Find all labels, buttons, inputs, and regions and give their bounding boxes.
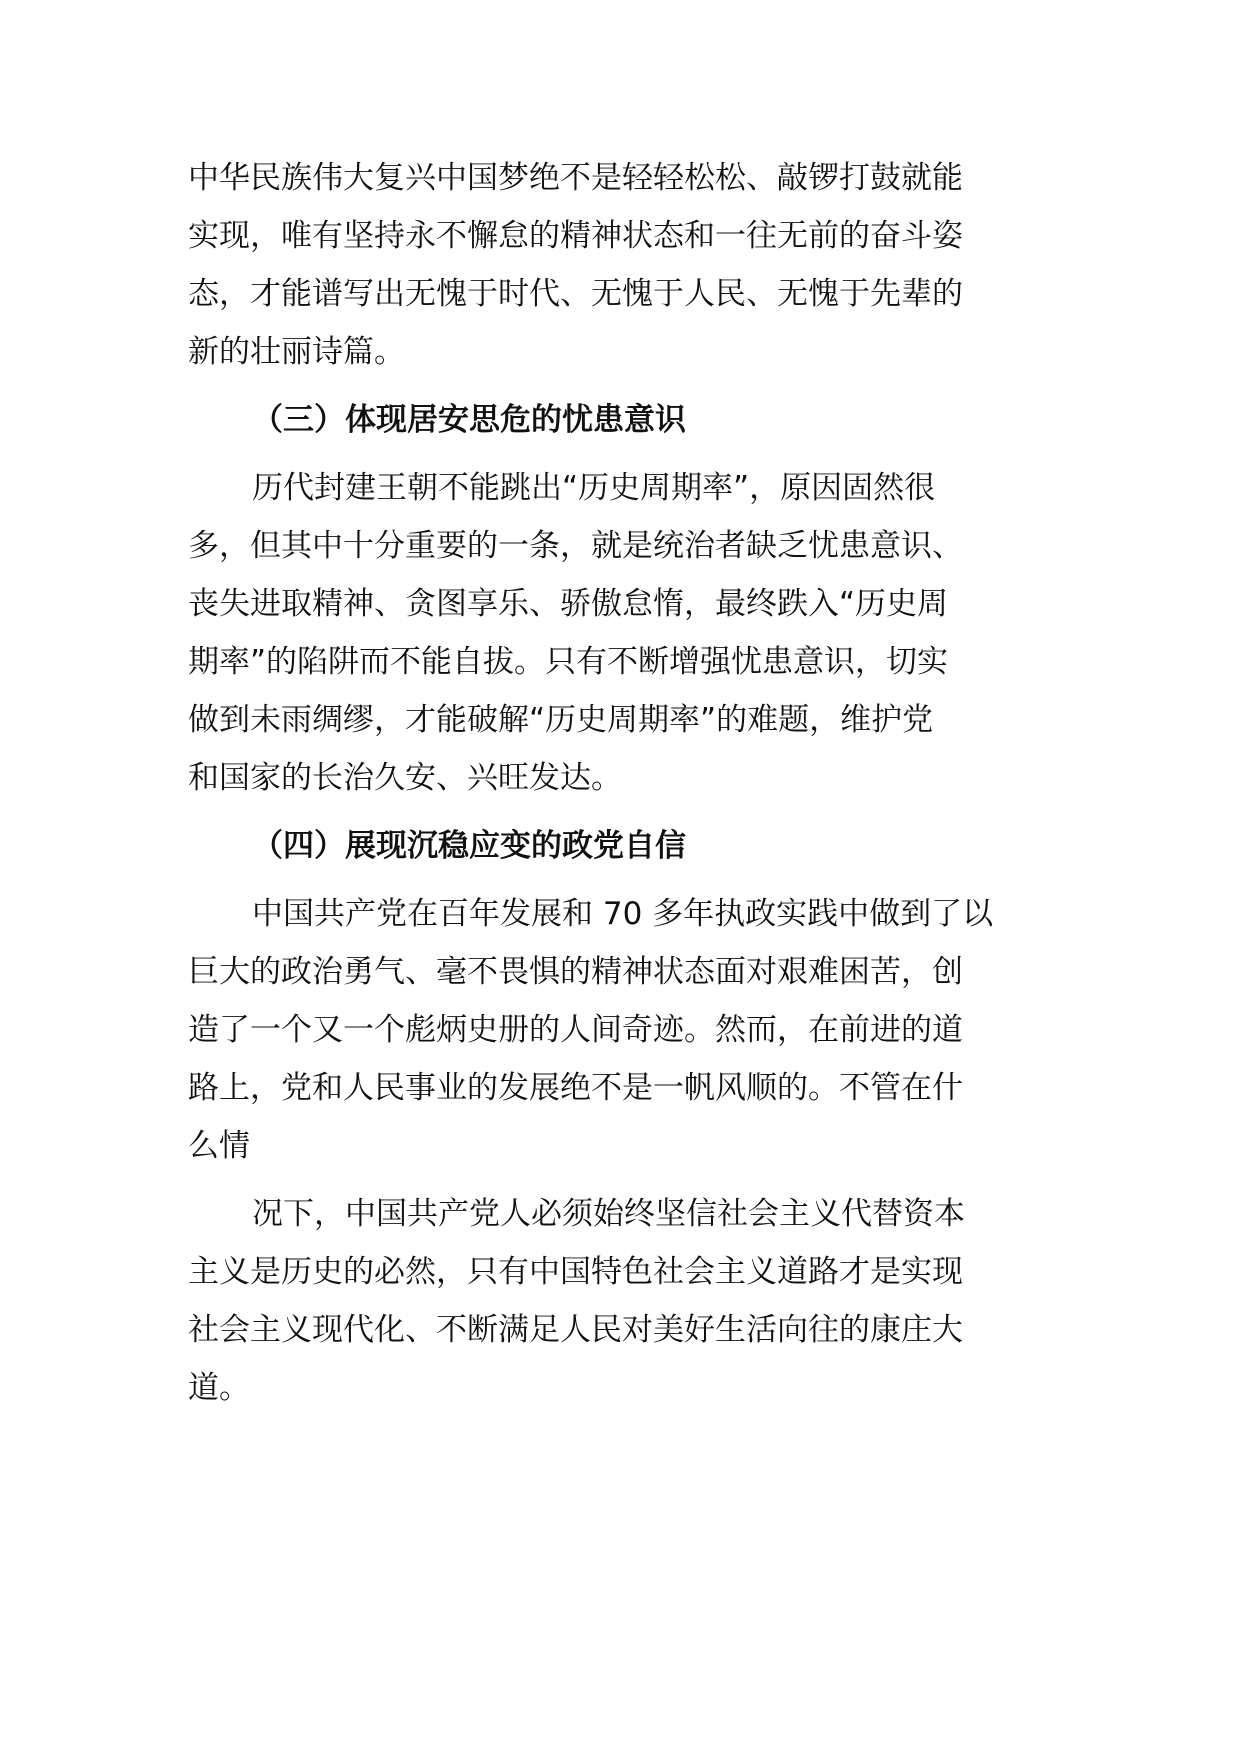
paragraph-2-line-5: 做到未雨绸缪，才能破解“历史周期率”的难题，维护党 bbox=[188, 702, 934, 738]
paragraph-3-line-1: 中国共产党在百年发展和 70 多年执政实践中做到了以 bbox=[252, 896, 994, 932]
paragraph-3-line-5: 么情 bbox=[188, 1128, 250, 1164]
paragraph-1-line-1: 中华民族伟大复兴中国梦绝不是轻轻松松、敲锣打鼓就能 bbox=[188, 160, 963, 196]
paragraph-3-line-4: 路上，党和人民事业的发展绝不是一帆风顺的。不管在什 bbox=[188, 1070, 963, 1106]
paragraph-2-line-3: 丧失进取精神、贪图享乐、骄傲怠惰，最终跌入“历史周 bbox=[188, 586, 949, 622]
paragraph-4-line-2: 主义是历史的必然，只有中国特色社会主义道路才是实现 bbox=[188, 1254, 963, 1290]
paragraph-1-line-4: 新的壮丽诗篇。 bbox=[188, 334, 405, 370]
paragraph-4-line-3: 社会主义现代化、不断满足人民对美好生活向往的康庄大 bbox=[188, 1312, 963, 1348]
paragraph-3-line-2: 巨大的政治勇气、毫不畏惧的精神状态面对艰难困苦，创 bbox=[188, 954, 963, 990]
paragraph-2-line-6: 和国家的长治久安、兴旺发达。 bbox=[188, 760, 622, 796]
section-heading-4: （四）展现沉稳应变的政党自信 bbox=[252, 828, 686, 864]
paragraph-4-line-4: 道。 bbox=[188, 1370, 250, 1406]
paragraph-2-line-1: 历代封建王朝不能跳出“历史周期率”，原因固然很 bbox=[252, 470, 936, 506]
paragraph-2-line-2: 多，但其中十分重要的一条，就是统治者缺乏忧患意识、 bbox=[188, 528, 963, 564]
paragraph-1-line-2: 实现，唯有坚持永不懈怠的精神状态和一往无前的奋斗姿 bbox=[188, 218, 963, 254]
paragraph-4-line-1: 况下，中国共产党人必须始终坚信社会主义代替资本 bbox=[252, 1196, 965, 1232]
paragraph-3-line-3: 造了一个又一个彪炳史册的人间奇迹。然而，在前进的道 bbox=[188, 1012, 963, 1048]
paragraph-1-line-3: 态，才能谱写出无愧于时代、无愧于人民、无愧于先辈的 bbox=[188, 276, 963, 312]
paragraph-2-line-4: 期率”的陷阱而不能自拔。只有不断增强忧患意识，切实 bbox=[188, 644, 949, 680]
section-heading-3: （三）体现居安思危的忧患意识 bbox=[252, 402, 686, 438]
